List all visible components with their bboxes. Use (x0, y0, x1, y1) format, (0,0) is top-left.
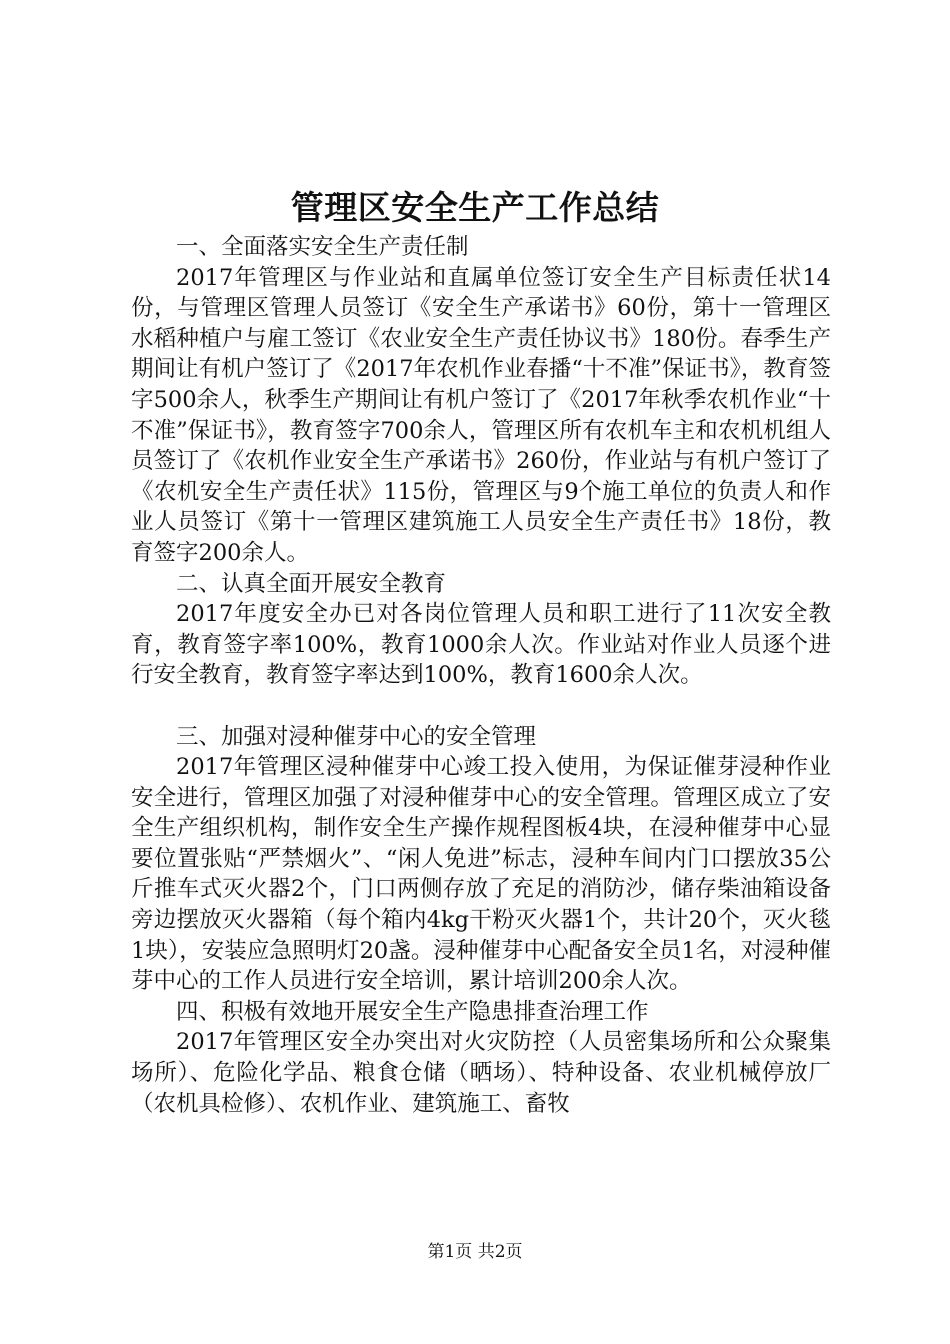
section-heading-4: 四、积极有效地开展安全生产隐患排查治理工作 (176, 998, 649, 1025)
document-body (131, 232, 831, 1119)
section-heading-1: 一、全面落实安全生产责任制 (176, 234, 469, 260)
section-paragraph-4: 2017年管理区安全办突出对火灾防控（人员密集场所和公众聚集场所）、危险化学品、粮食仓储（晒场）、特种设备、农业机械停放厂（农机具检修）、农机作业、建筑施工、畜牧 (131, 1029, 831, 1117)
section-paragraph-1: 2017年管理区与作业站和直属单位签订安全生产目标责任状14份，与管理区管理人员签订《安全生产承诺书》60份，第十一管理区水稻种植户与雇工签订《农业安全生产责任协议书》180份。春季生产期间让有机户签订了《2017年农机作业春播“十不准”保证书》，教育签字500余人，秋季生产期间让有机户签订了《2017年秋季农机作业“十不准”保证书》，教育签字700余人，管理区所有农机车主和农机机组人员签订了《农机作业安全生产承诺书》260份，作业站与有机户签订了《农机安全生产责任状》115份，管理区与9个施工单位的负责人和作业人员签订《第十一管理区建筑施工人员安全生产责任书》18份，教育签字200余人。 (131, 264, 831, 566)
section-heading-2: 二、认真全面开展安全教育 (176, 570, 447, 597)
paragraph-spacer (131, 691, 831, 722)
section-paragraph-2: 2017年度安全办已对各岗位管理人员和职工进行了11次安全教育，教育签字率100%，教育1000余人次。作业站对作业人员逐个进行安全教育，教育签字率达到100%，教育1600余人次。 (131, 601, 831, 689)
section-paragraph-3: 2017年管理区浸种催芽中心竣工投入使用，为保证催芽浸种作业安全进行，管理区加强了对浸种催芽中心的安全管理。管理区成立了安全生产组织机构，制作安全生产操作规程图板4块，在浸种催芽中心显要位置张贴“严禁烟火”、“闲人免进”标志，浸种车间内门口摆放35公斤推车式灭火器2个，门口两侧存放了充足的消防沙，储存柴油箱设备旁边摆放灭火器箱（每个箱内4kg干粉灭火器1个，共计20个，灭火毯1块），安装应急照明灯20盏。浸种催芽中心配备安全员1名，对浸种催芽中心的工作人员进行安全培训，累计培训200余人次。 (131, 754, 831, 995)
section-heading-3: 三、加强对浸种催芽中心的安全管理 (176, 723, 537, 750)
page-number-footer: 第1页 共2页 (427, 1242, 523, 1262)
document-title: 管理区安全生产工作总结 (290, 188, 660, 227)
